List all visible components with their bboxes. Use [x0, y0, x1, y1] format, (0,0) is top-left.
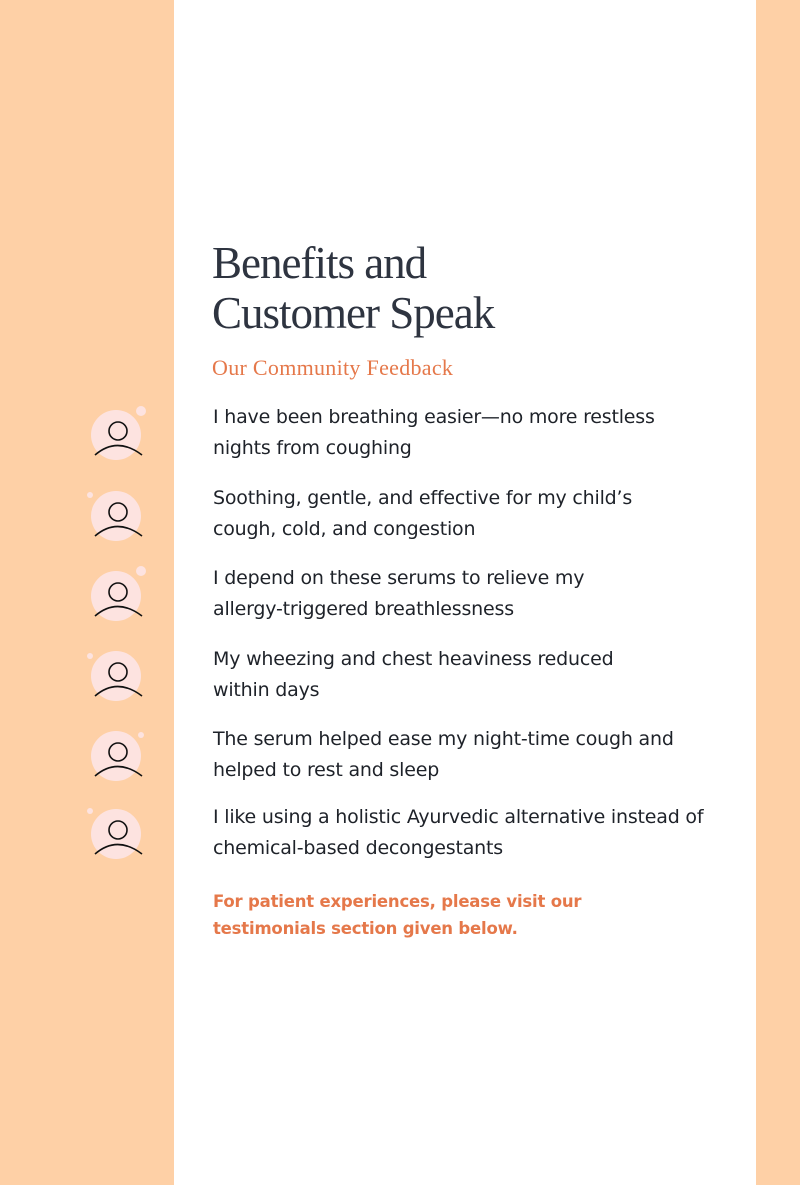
- review-text: I have been breathing easier—no more restless nights from coughing: [213, 406, 655, 459]
- right-peach-band: [756, 0, 800, 1185]
- review-text: I depend on these serums to relieve my allergy-triggered breathlessness: [213, 567, 585, 620]
- title-line-2: Customer Speak: [212, 288, 495, 338]
- testimonials-note: For patient experiences, please visit our testimonials section given below.: [213, 892, 582, 938]
- page-title: [212, 238, 494, 338]
- user-avatar-icon: [87, 802, 147, 862]
- review-text: My wheezing and chest heaviness reduced within days: [213, 648, 614, 701]
- user-avatar-icon: [87, 484, 147, 544]
- section-subtitle: Our Community Feedback: [212, 355, 454, 380]
- user-avatar-icon: [87, 564, 147, 624]
- user-avatar-icon: [87, 724, 147, 784]
- review-text: I like using a holistic Ayurvedic alternative instead of chemical-based decongestants: [213, 806, 704, 859]
- title-line-1: Benefits and: [212, 238, 427, 288]
- user-avatar-icon: [87, 403, 147, 463]
- user-avatar-icon: [87, 644, 147, 704]
- review-text: The serum helped ease my night-time cough and helped to rest and sleep: [213, 728, 674, 781]
- review-text: Soothing, gentle, and effective for my child’s cough, cold, and congestion: [213, 487, 633, 540]
